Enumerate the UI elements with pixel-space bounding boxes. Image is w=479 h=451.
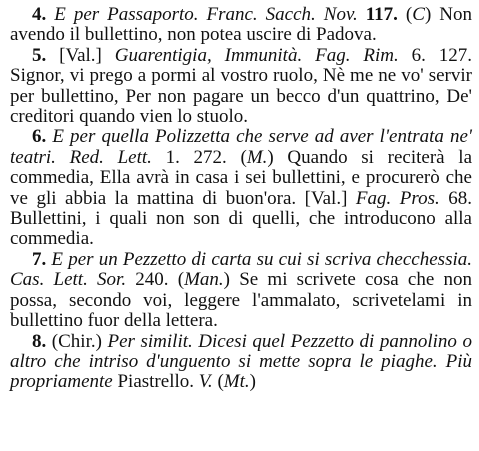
entry-7 bbox=[10, 250, 472, 332]
entry-italic-text: Fag. Pros. bbox=[355, 187, 440, 209]
entry-italic-text: E per Passaporto. Franc. Sacch. Nov. bbox=[46, 4, 366, 25]
entry-5 bbox=[10, 46, 472, 128]
entry-italic-text: Per similit. Dicesi quel Pezzetto di pannolino o altro che intriso d'unguento si mette sopra le piaghe. Più propriamente bbox=[10, 330, 472, 393]
entry-italic-text: Guarentigia, Immunità. Fag. Rim. bbox=[114, 44, 399, 66]
entry-italic-text: Man. bbox=[184, 269, 224, 291]
entry-italic-text: E per quella Polizzetta che serve ad aver l'entrata ne' teatri. Red. Lett. bbox=[10, 126, 472, 168]
entry-text: 1. 272. ( bbox=[151, 146, 247, 168]
entry-4 bbox=[10, 5, 472, 46]
entry-text: 6. 127. Signor, vi prego a pormi al vostro ruolo, Nè me ne vo' servir per bullettino, Per non pagare un becco d'un quattrino, De' creditori quando vien lo stuolo. bbox=[10, 44, 473, 128]
entry-text: ) bbox=[249, 371, 256, 393]
entry-bold-text: 117. bbox=[365, 4, 398, 25]
dictionary-page bbox=[10, 5, 472, 393]
entry-number: 4. bbox=[32, 4, 47, 25]
entry-italic-text: E per un Pezzetto di carta su cui si scriva checchessia. Cas. Lett. Sor. bbox=[10, 248, 472, 291]
entry-text: ( bbox=[397, 4, 413, 25]
entry-number: 8. bbox=[32, 330, 47, 352]
entry-italic-text: Mt. bbox=[223, 371, 250, 393]
entry-text: 240. ( bbox=[126, 269, 185, 291]
entry-italic-text: C bbox=[412, 4, 425, 25]
entry-text: ) Se mi scrivete cosa che non possa, secondo voi, leggere l'ammalato, scrivetelami in bullettino fuor della lettera. bbox=[10, 269, 473, 332]
entry-text: Piastrello. bbox=[112, 371, 199, 393]
entry-text: ) Non avendo il bullettino, non potea uscire di Padova. bbox=[10, 4, 472, 46]
entry-8 bbox=[10, 332, 472, 393]
entry-text: ( bbox=[212, 371, 224, 393]
entry-text: (Chir.) bbox=[46, 330, 108, 352]
entry-text: ) Quando si reciterà la commedia, Ella avrà in casa i sei bullettini, e procurerò che ve gli abbia la mattina di buon'ora. [Val.] bbox=[10, 146, 473, 209]
entry-italic-text: M. bbox=[246, 146, 268, 168]
entry-number: 5. bbox=[32, 44, 47, 66]
entry-italic-text: V. bbox=[198, 371, 213, 393]
entry-number: 6. bbox=[32, 126, 47, 148]
entry-6 bbox=[10, 127, 472, 249]
entry-text: 68. Bullettini, i quali non son di quelli, che introducono alla commedia. bbox=[10, 187, 473, 250]
entry-number: 7. bbox=[32, 248, 47, 270]
entry-text: [Val.] bbox=[46, 44, 115, 66]
